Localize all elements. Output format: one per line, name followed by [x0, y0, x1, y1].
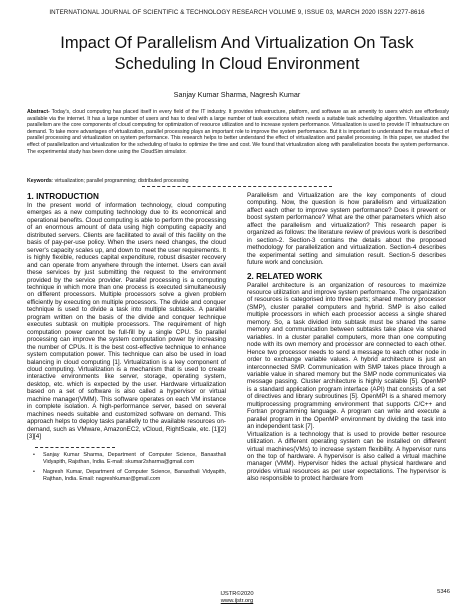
related-work-heading: 2. RELATED WORK: [247, 271, 323, 281]
right-column: [247, 192, 446, 483]
left-column: [27, 192, 226, 486]
bullet-icon: •: [33, 451, 35, 458]
keywords: [27, 178, 449, 184]
section-divider: [142, 186, 332, 187]
author-footnotes: [27, 452, 226, 483]
paper-title: Impact Of Parallelism And Virtualization On Task Scheduling In Cloud Environment: [60, 34, 414, 73]
footnote-text: Sanjay Kumar Sharma, Department of Computer Science, Banasthali Vidyapith, Rajsthan, India. E-mail: skumar2sharma@gmail.com: [43, 451, 226, 465]
footnote-item: [33, 452, 226, 466]
keywords-text: : virtualization; parallel programming; distributed processing: [51, 178, 189, 184]
bullet-icon: •: [33, 468, 35, 475]
footer-url-link[interactable]: www.ijstr.org: [220, 597, 254, 604]
footer-issn: IJSTR©2020: [220, 591, 254, 597]
introduction-heading: 1. INTRODUCTION: [27, 192, 99, 201]
virtualization-paragraph: Virtualization is a technology that is used to provide better resource utilization. A different operating system can be installed on different virtual machines(VMs) to increase system flexibility. A hypervisor runs on the top of hardware. A hypervisor is also called a virtual machine manager (VMM). Hypervisor hides the actual physical hardware and provides virtual resources as per user expectations. The hypervisor is also responsible to protect hardware from: [247, 430, 446, 483]
footnote-text: Nagresh Kumar, Department of Computer Science, Banasthali Vidyapith, Rajthan, India. Email: nagreshkumar@gmail.com: [43, 468, 226, 482]
paper-authors: Sanjay Kumar Sharma, Nagresh Kumar: [173, 90, 301, 99]
footnote-divider: [35, 447, 115, 448]
page-number: 5346: [437, 589, 450, 595]
introduction-continued-paragraph: Parallelism and Virtualization are the key components of cloud computing. Now, the question is how parallelism and virtualization affect each other to improve system performance? Does it prevent or boost system performance? What are the other parameters which also affect the parallelism and virtualization? This research paper is organized as follows: the literature review of previous work is described in section-2. Section-3 contains the details about the proposed methodology for parallelization and virtualization. Section-4 describes the experimental setting and simulation result. Section-5 describes future work and conclusion.: [247, 192, 446, 267]
abstract-text: Today's, cloud computing has placed itself in every field of the IT industry. It provides infrastructure, platform, and software as an amenity to users which are effortlessly available via the internet. It has a large number of users and has to deal with a large number of task executions which needs a suitable task scheduling algorithm. Virtualization and parallelism are the core components of cloud computing for optimization of resource utilization and to increase system performance. Virtualization is used to provide IT infrastructure on demand. To take more advantages of virtualization, parallel processing plays an important role to improve the system performance. But it is important to understand the mutual effect of parallel processing and virtualization on system performance. This research helps to better understand the effect of virtualization and parallel processing. In this paper, we studied the effect of parallelization and virtualization for the scheduling of tasks to optimize the time and cost. We found that virtualization along with parallelization boosts the system performance. The experimental study has been done using the CloudSim simulator.: [27, 109, 449, 155]
abstract: [27, 109, 449, 155]
related-work-paragraph: Parallel architecture is an organization of resources to maximize resource utilization and improve system performance. The organization of resources is categorised into three parts; shared memory processor (SMP), cluster parallel computers and hybrid. SMP is also called multiple processors in which each processor access a single shared memory. So, a task divided into subtask must be shared the same memory and communication between subtasks take place via shared variables. In a cluster parallel computers, more than one computing node with its own memory and processor are connected to each other. Hence two processor needs to send a message to each other node in order to exchange variable values. A hybrid architecture is just an interconnected SMP. Communication with SMP takes place through a variable value in shared memory but the SMP node communicates via message passing. Cluster architecture is highly scalable [5]. OpenMP is a standard application program interface (API) that consists of a set of directives and library subroutines [5]. OpenMPI is a shared memory multiprocessing programming environment that supports C/C++ and Fortran programming language. A program can write and execute a parallel program in the OpenMP environment by dividing the task into an independent task [7].: [247, 281, 446, 431]
abstract-label: Abstract-: [27, 109, 50, 115]
page-footer: [0, 591, 474, 605]
footnote-item: [33, 469, 226, 483]
keywords-label: Keywords: [27, 178, 52, 184]
journal-header: INTERNATIONAL JOURNAL OF SCIENTIFIC & TECHNOLOGY RESEARCH VOLUME 9, ISSUE 03, MARCH 2020 ISSN 2277-8616: [49, 9, 425, 16]
introduction-paragraph: In the present world of information technology, cloud computing emerges as a new computing technology due to its economical and operational benefits. Cloud computing is able to perform the processing of an enormous amount of data using high computing capacity and distributed servers. Clients are facilitated to avail of this facility on the basis of pay-per-use policy. When the users need changes, the cloud server's capacity scales up, and down to meet the user requirements. It is highly flexible, reduces capital expenditure, robust disaster recovery and can operate from anywhere through the internet. Users can avail these services by just submitting the request to the environment provided by the service provider. Parallel processing is a computing technique in which more than one process is executed simultaneously on different processors. Multiple processors solve a given problem efficiently by executing on multiple processors. The divide and conquer technique is used to divide a task into multiple subtasks. A parallel program written on the basis of the divide and conquer technique executes subtask on multiple processors. The requirement of high computation power cannot be full-fill by a single CPU. So parallel processing can improve the system computation power by increasing the number of CPUs. It is the best cost-effective technique to enhance system computation power. This technique can also be used in load balancing in cloud computing [1]. Virtualization is a key component of cloud computing. Virtualization is a mechanism that is used to create interactive environments like server, storage, operating system, desktop, etc. which is expected by the user. Hardware virtualization based on a set of software is also called a hypervisor or virtual machine manager(VMM). This software operates on each VM instance in complete isolation. A high-performance server, based on several machines needs suitable and customized software on demand. This approach helps to deploy tasks parallelly to the available resources on-demand, such as VMware, AmazonEC2, vCloud, RightScale, etc. [1][2][3][4]: [27, 202, 226, 441]
